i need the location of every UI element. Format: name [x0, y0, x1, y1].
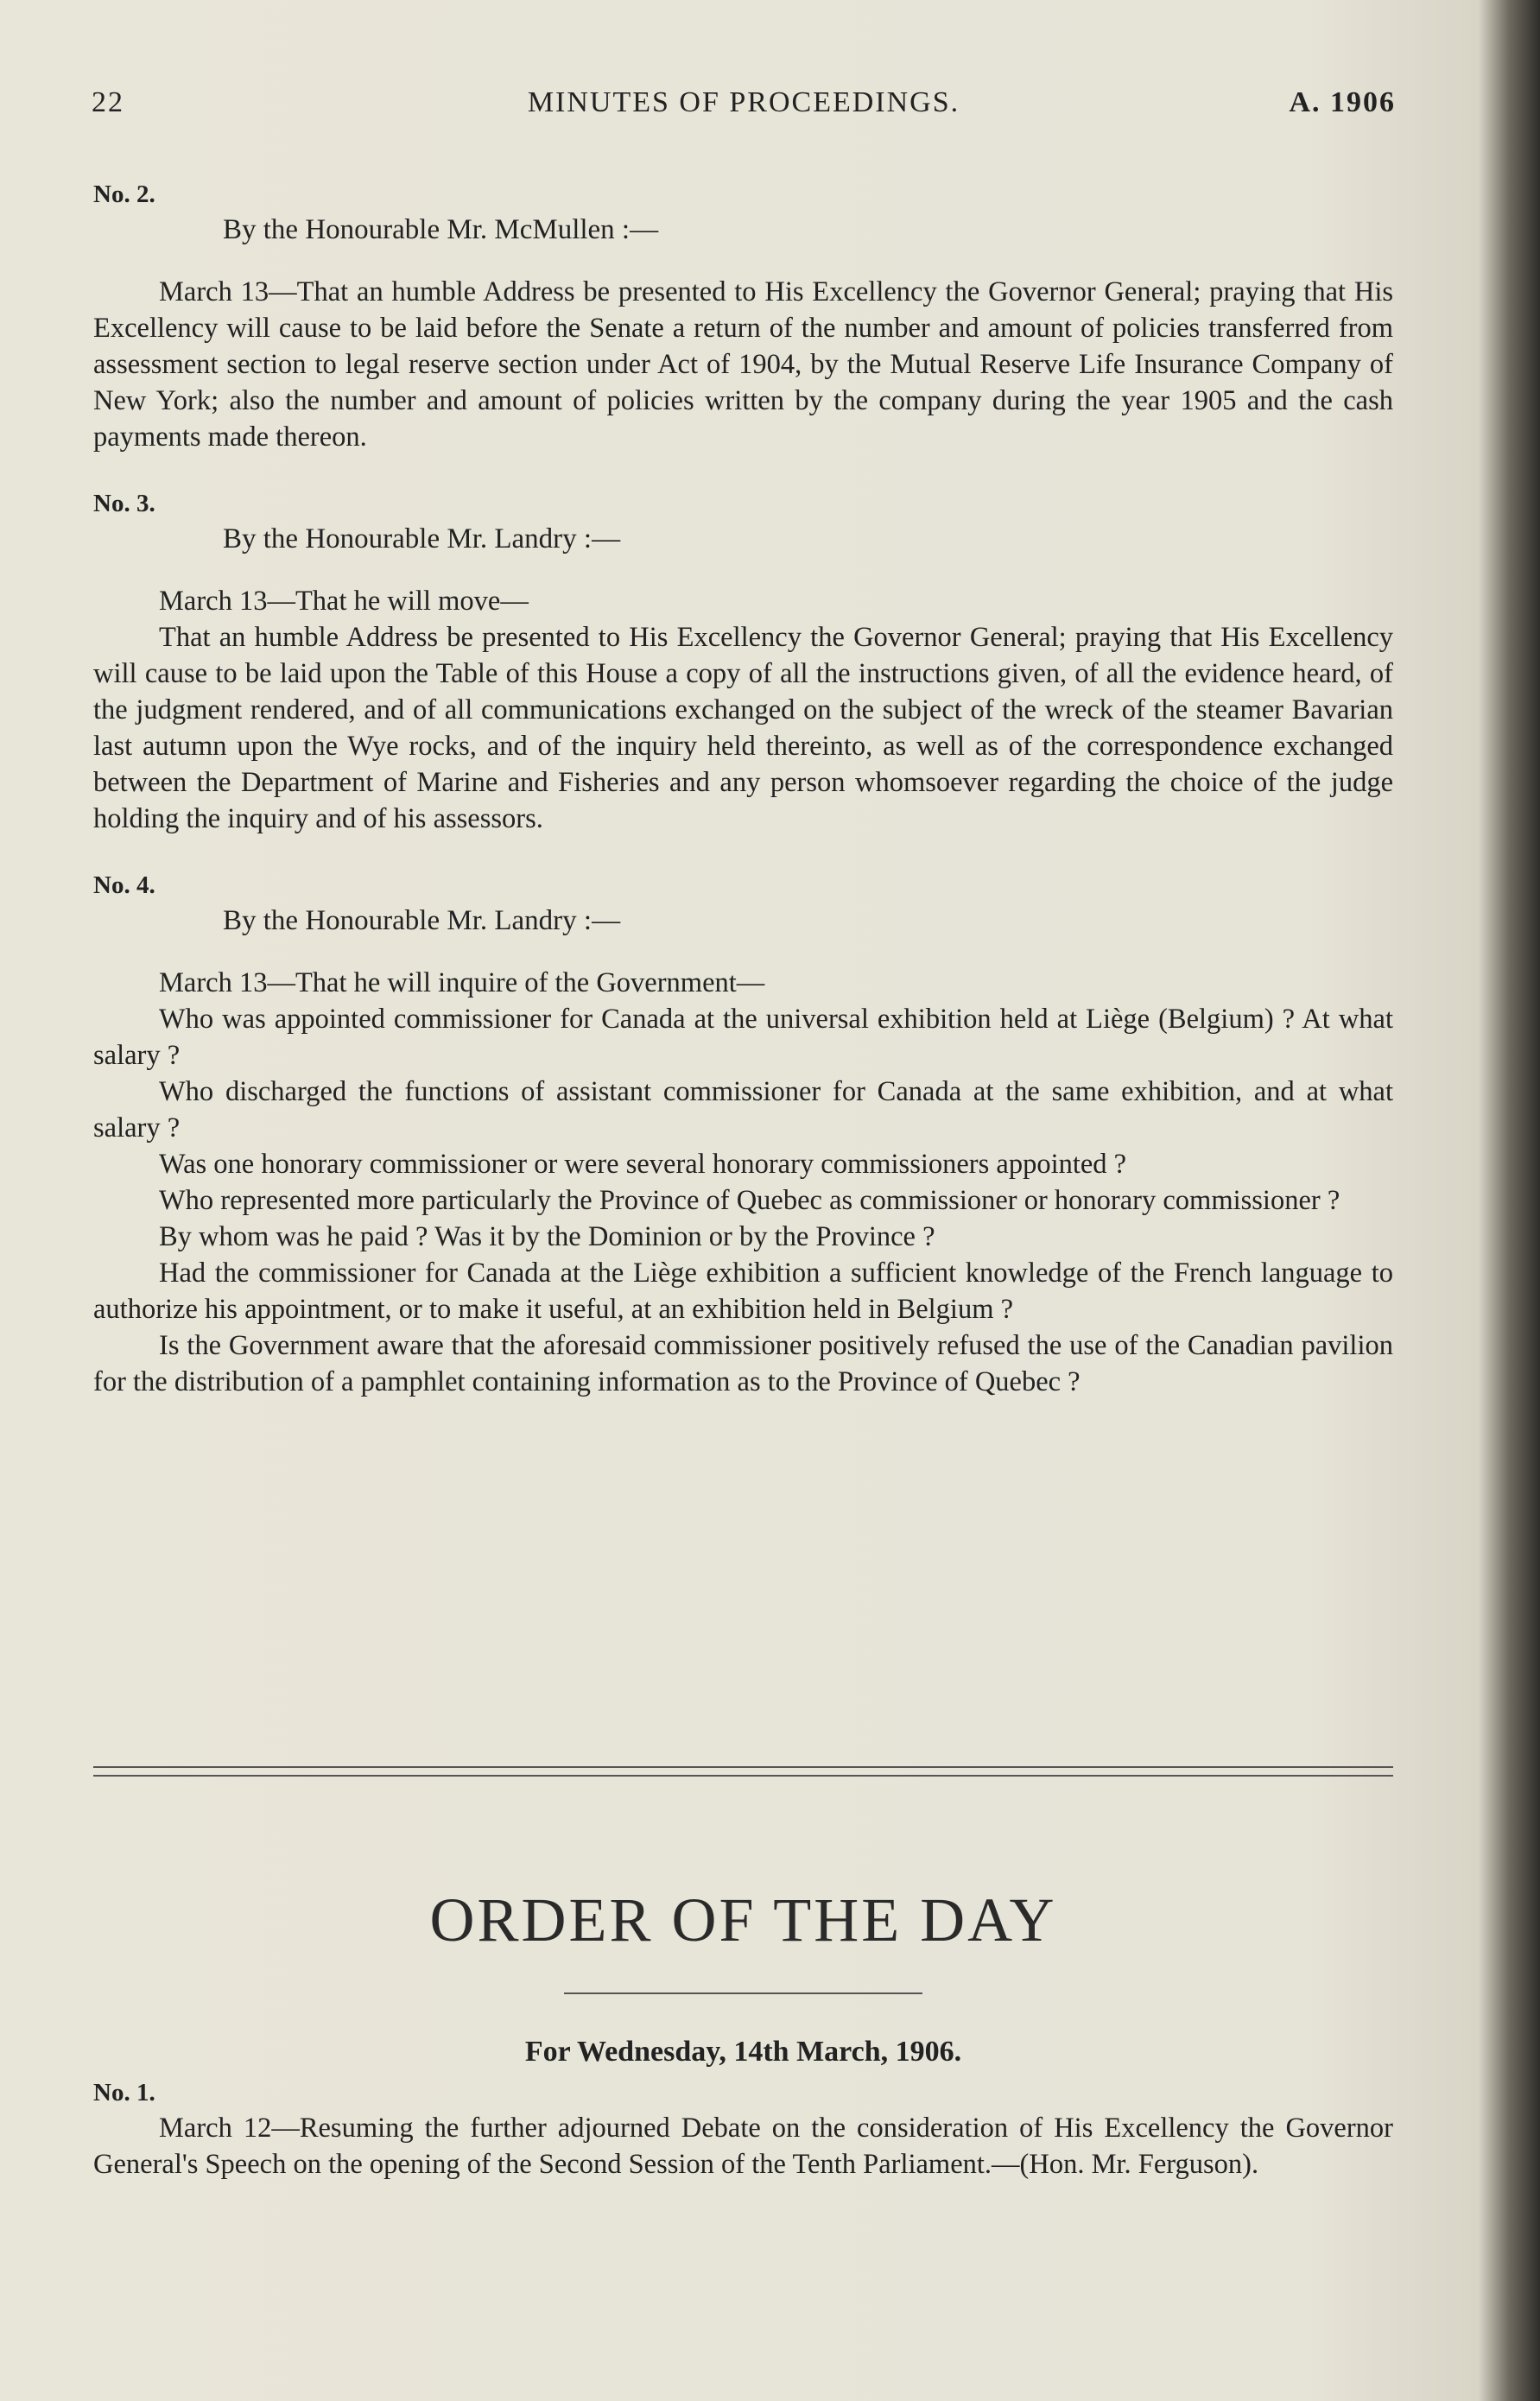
notice-paragraph: Who was appointed commissioner for Canada at the universal exhibition held at Liège (Belgium) ? At what salary ?	[93, 1004, 1393, 1071]
notice-paragraph: March 13—That an humble Address be presented to His Excellency the Governor General; praying that His Excellency will cause to be laid before the Senate a return of the number and amount of policies transferred from assessment section to legal reserve section under Act of 1904, by the Mutual Reserve Life Insurance Company of New York; also the number and amount of policies written by the company during the year 1905 and the cash payments made thereon.	[93, 276, 1393, 453]
notice-number: No. 2.	[93, 181, 155, 208]
notice-paragraph: Is the Government aware that the aforesaid commissioner positively refused the use of the Canadian pavilion for the distribution of a pamphlet containing information as to the Province of Quebec ?	[93, 1330, 1393, 1397]
session-label: A. 1906	[1289, 86, 1396, 118]
notice-item	[93, 486, 1393, 837]
order-paragraph: March 12—Resuming the further adjourned Debate on the consideration of His Excellency the Governor General's Speech on the opening of the Second Session of the Tenth Parliament.—(Hon. Mr. Ferguson).	[93, 2113, 1393, 2180]
notice-paragraph: Who represented more particularly the Province of Quebec as commissioner or honorary commissioner ?	[159, 1185, 1340, 1216]
notice-paragraph: Who discharged the functions of assistant commissioner for Canada at the same exhibition, and at what salary ?	[93, 1076, 1393, 1143]
running-title: MINUTES OF PROCEEDINGS.	[527, 86, 960, 118]
notice-paragraph: Was one honorary commissioner or were several honorary commissioners appointed ?	[159, 1149, 1127, 1180]
notices-section	[93, 177, 1393, 1400]
order-date: For Wednesday, 14th March, 1906.	[524, 2036, 962, 2068]
order-of-the-day-title: ORDER OF THE DAY	[429, 1885, 1057, 1954]
notice-paragraph: March 13—That he will inquire of the Government—	[159, 967, 765, 998]
title-rule	[564, 1992, 922, 1994]
notice-mover: By the Honourable Mr. Landry :—	[223, 523, 621, 554]
notice-paragraph: Had the commissioner for Canada at the Liège exhibition a sufficient knowledge of the French language to authorize his appointment, or to make it useful, at an exhibition held in Belgium ?	[93, 1258, 1393, 1325]
notice-paragraph: March 13—That he will move—	[159, 586, 529, 617]
notice-number: No. 4.	[93, 871, 155, 899]
notice-mover: By the Honourable Mr. McMullen :—	[223, 214, 659, 245]
order-number: No. 1.	[93, 2079, 155, 2106]
page-number: 22	[92, 86, 124, 118]
order-of-the-day-section	[93, 2034, 1393, 2182]
notice-item	[93, 177, 1393, 455]
notice-item	[93, 868, 1393, 1400]
notice-paragraph: That an humble Address be presented to His Excellency the Governor General; praying that His Excellency will cause to be laid upon the Table of this House a copy of all the instructions given, of all the evidence heard, of the judgment rendered, and of all communications exchanged on the subject of the wreck of the steamer Bavarian last autumn upon the Wye rocks, and of the inquiry held thereinto, as well as of the correspondence exchanged between the Department of Marine and Fisheries and any person whomsoever regarding the choice of the judge holding the inquiry and of his assessors.	[93, 622, 1393, 834]
section-divider	[93, 1766, 1393, 1777]
notice-paragraph: By whom was he paid ? Was it by the Dominion or by the Province ?	[159, 1221, 935, 1252]
notice-number: No. 3.	[93, 490, 155, 517]
page-header	[92, 86, 1396, 130]
notice-mover: By the Honourable Mr. Landry :—	[223, 905, 621, 936]
